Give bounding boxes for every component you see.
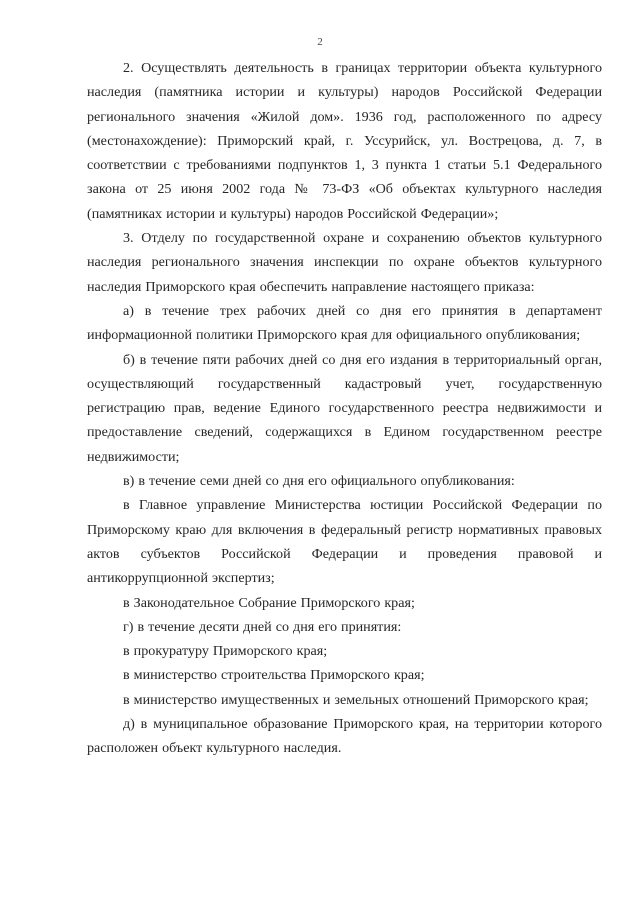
paragraph-3v-legislative-assembly: в Законодательное Собрание Приморского края; [123,594,415,611]
paragraph-3v: в) в течение семи дней со дня его официального опубликования: [123,473,515,490]
paragraph-3b: б) в течение пяти рабочих дней со дня его издания в территориальный орган, осуществляющий государственный кадастровый учет, государственную регистрацию прав, ведение Единого государственного реестра недвижимости и предоставление сведений, содержащихся в Едином государственном реестре недвижимости; [87,351,602,465]
paragraph-3v-ministry-justice: в Главное управление Министерства юстиции Российской Федерации по Приморскому краю для включения в федеральный регистр нормативных правовых актов субъектов Российской Федерации и проведения правовой и антикоррупционной экспертиз; [87,497,602,587]
paragraph-3d: д) в муниципальное образование Приморского края, на территории которого расположен объект культурного наследия. [87,716,602,757]
document-body [87,56,602,761]
paragraph-3g: г) в течение десяти дней со дня его принятия: [123,618,402,635]
paragraph-3g-prosecutor: в прокуратуру Приморского края; [123,643,328,660]
paragraph-3: 3. Отделу по государственной охране и сохранению объектов культурного наследия регионального значения инспекции по охране объектов культурного наследия Приморского края обеспечить направление настоящего приказа: [87,230,602,295]
paragraph-3g-property-ministry: в министерство имущественных и земельных отношений Приморского края; [123,691,589,708]
paragraph-2: 2. Осуществлять деятельность в границах территории объекта культурного наследия (памятника истории и культуры) народов Российской Федерации регионального значения «Жилой дом». 1936 год, расположенного по адресу (местонахождение): Приморский край, г. Уссурийск, ул. Вострецова, д. 7, в соответствии с требованиями подпунктов 1, 3 пункта 1 статьи 5.1 Федерального закона от 25 июня 2002 года № 73-ФЗ «Об объектах культурного наследия (памятниках истории и культуры) народов Российской Федерации»; [87,60,602,222]
page-number: 2 [317,36,323,48]
paragraph-3a: а) в течение трех рабочих дней со дня его принятия в департамент информационной политики Приморского края для официального опубликования; [87,302,602,344]
paragraph-3g-construction-ministry: в министерство строительства Приморского края; [123,667,425,684]
